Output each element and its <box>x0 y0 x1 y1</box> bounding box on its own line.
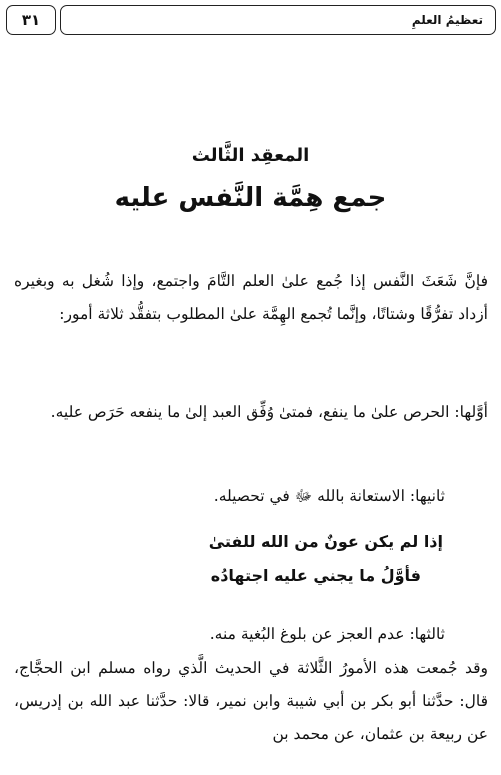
second-point-paragraph: ثانيها: الاستعانة بالله ﷻ في تحصيله. <box>213 487 445 505</box>
verse-line-2: فأوَّلُ ما يجني عليه اجتهادُه <box>210 566 421 585</box>
section-subtitle: المعقِد الثَّالث <box>191 145 310 166</box>
first-point-paragraph: أوَّلها: الحرص علىٰ ما ينفع، فمتىٰ وُفِّق العبد إلىٰ ما ينفعه حَرَص عليه. <box>50 403 488 421</box>
page-number: ٣١ <box>21 11 41 29</box>
hadith-paragraph: وقد جُمعت هذه الأمورُ الثَّلاثة في الحديث الَّذي رواه مسلم ابن الحجَّاج، قال: حدَّثنا أبو بكر بن أبي شيبة وابن نمير، قالا: حدَّثنا عبد الله بن إدريس، عن ربيعة بن عثمان، عن محمد بن <box>14 659 488 743</box>
page-number-box <box>6 5 56 35</box>
intro-paragraph: فإنَّ شَعَثَ النَّفس إذا جُمع علىٰ العلم التَّامَ واجتمع، وإذا شُغل به وبغيره أزداد تفرُّقًا وشتاتًا، وإنَّما تُجمع الهِمَّة علىٰ المطلوب بتفقُّد ثلاثة أمور: <box>14 272 488 323</box>
running-title: تعظيمُ العلمِ <box>411 13 483 27</box>
running-header <box>60 5 496 35</box>
verse-line-1: إذا لم يكن عونٌ من الله للفتىٰ <box>208 532 443 551</box>
section-title: جمع هِمَّة النَّفس عليه <box>114 183 387 213</box>
third-point-paragraph: ثالثها: عدم العجز عن بلوغ البُغية منه. <box>209 625 445 643</box>
